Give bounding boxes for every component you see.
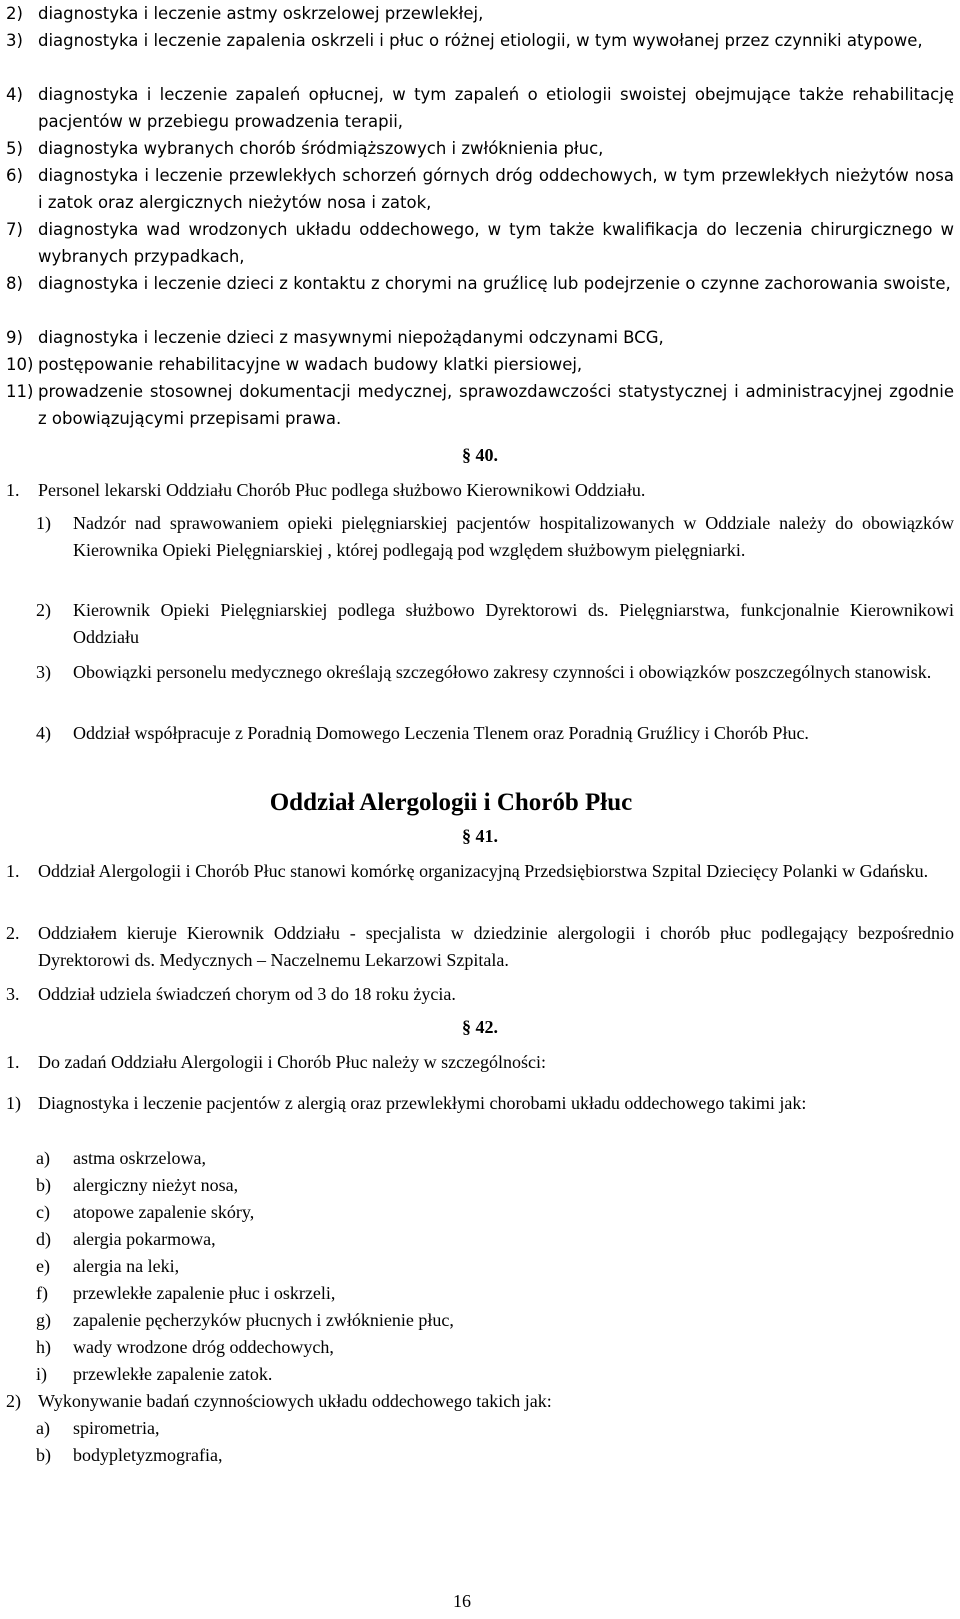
list-item-10: [6, 351, 954, 378]
task2-item-b: [36, 1442, 222, 1469]
par40-sub-3: [36, 659, 954, 686]
list-text: Obowiązki personelu medycznego określają szczegółowo zakresy czynności i obowiązków poszczególnych stanowisk.: [73, 662, 932, 682]
list-number: 1.: [6, 861, 20, 881]
list-letter: b): [36, 1445, 51, 1465]
list-number: 2): [36, 600, 51, 620]
list-letter: g): [36, 1310, 51, 1330]
list-text: prowadzenie stosownej dokumentacji medycznej, sprawozdawczości statystycznej i administracyjnej zgodnie z obowiązującymi przepisami prawa.: [38, 382, 954, 428]
list-text: Do zadań Oddziału Alergologii i Chorób Płuc należy w szczególności:: [38, 1052, 547, 1072]
list-item-2: [6, 0, 954, 27]
list-item-8: [6, 270, 954, 297]
list-text: diagnostyka i leczenie przewlekłych schorzeń górnych dróg oddechowych, w tym przewlekłych nieżytów nosa i zatok oraz alergicznych nieżytów nosa i zatok,: [38, 166, 954, 212]
list-text: alergiczny nieżyt nosa,: [73, 1175, 239, 1195]
list-text: przewlekłe zapalenie płuc i oskrzeli,: [73, 1283, 336, 1303]
par41-item-2: [6, 920, 954, 974]
list-text: Oddział Alergologii i Chorób Płuc stanowi komórkę organizacyjną Przedsiębiorstwa Szpital Dziecięcy Polanki w Gdańsku.: [38, 861, 929, 881]
list-number: 1): [6, 1093, 21, 1113]
list-number: 5): [6, 139, 23, 158]
par40-item-1: [6, 477, 954, 504]
list-item-4: [6, 81, 954, 135]
list-letter: a): [36, 1148, 50, 1168]
page-number: 16: [453, 1591, 471, 1611]
paragraph-41-label: § 41.: [462, 826, 498, 846]
par41-item-1: [6, 858, 954, 885]
list-number: 10): [6, 355, 34, 374]
task1-item-b: [36, 1172, 238, 1199]
list-text: diagnostyka i leczenie dzieci z masywnymi niepożądanymi odczynami BCG,: [38, 328, 664, 347]
list-item-7: [6, 216, 954, 270]
list-text: diagnostyka i leczenie zapaleń opłucnej, w tym zapaleń o etiologii swoistej obejmujące także rehabilitację pacjentów w przebiegu prowadzenia terapii,: [38, 85, 954, 131]
list-letter: b): [36, 1175, 51, 1195]
list-number: 4): [6, 85, 23, 104]
list-number: 1.: [6, 480, 20, 500]
list-letter: i): [36, 1364, 47, 1384]
task1-item-i: [36, 1361, 272, 1388]
list-text: diagnostyka i leczenie astmy oskrzelowej przewlekłej,: [38, 4, 484, 23]
list-number: 4): [36, 723, 51, 743]
list-text: przewlekłe zapalenie zatok.: [73, 1364, 273, 1384]
task1-item-e: [36, 1253, 179, 1280]
par40-sub-2: [36, 597, 954, 651]
list-text: diagnostyka i leczenie dzieci z kontaktu z chorymi na gruźlicę lub podejrzenie o czynne zachorowania swoiste,: [38, 274, 951, 293]
list-number: 3.: [6, 984, 20, 1004]
list-number: 3): [6, 31, 23, 50]
list-letter: h): [36, 1337, 51, 1357]
list-text: zapalenie pęcherzyków płucnych i zwłóknienie płuc,: [73, 1310, 454, 1330]
list-number: 9): [6, 328, 23, 347]
list-text: Oddział udziela świadczeń chorym od 3 do 18 roku życia.: [38, 984, 456, 1004]
list-number: 3): [36, 662, 51, 682]
list-number: 11): [6, 382, 34, 401]
list-text: atopowe zapalenie skóry,: [73, 1202, 255, 1222]
paragraph-42-label: § 42.: [462, 1017, 498, 1037]
list-item-11: [6, 378, 954, 432]
list-letter: f): [36, 1283, 48, 1303]
list-text: Oddział współpracuje z Poradnią Domowego Leczenia Tlenem oraz Poradnią Gruźlicy i Chorób Płuc.: [73, 723, 809, 743]
section-title: Oddział Alergologii i Chorób Płuc: [269, 789, 633, 816]
list-text: alergia na leki,: [73, 1256, 180, 1276]
list-text: alergia pokarmowa,: [73, 1229, 216, 1249]
list-text: diagnostyka wad wrodzonych układu oddechowego, w tym także kwalifikacja do leczenia chirurgicznego w wybranych przypadkach,: [38, 220, 954, 266]
task1-item-f: [36, 1280, 335, 1307]
list-number: 1.: [6, 1052, 20, 1072]
list-item-6: [6, 162, 954, 216]
list-number: 2): [6, 1391, 21, 1411]
task1-item-d: [36, 1226, 216, 1253]
list-item-9: [6, 324, 954, 351]
list-letter: c): [36, 1202, 50, 1222]
list-text: Kierownik Opieki Pielęgniarskiej podlega służbowo Dyrektorowi ds. Pielęgniarstwa, funkcjonalnie Kierownikowi Oddziału: [73, 600, 954, 647]
par41-item-3: [6, 981, 954, 1008]
task1-item-c: [36, 1199, 254, 1226]
par40-sub-4: [36, 720, 954, 747]
list-number: 1): [36, 513, 51, 533]
list-text: bodypletyzmografia,: [73, 1445, 223, 1465]
par42-task-2: [6, 1388, 954, 1415]
list-text: Personel lekarski Oddziału Chorób Płuc podlega służbowo Kierownikowi Oddziału.: [38, 480, 646, 500]
list-text: Oddziałem kieruje Kierownik Oddziału - specjalista w dziedzinie alergologii i chorób płuc podlegający bezpośrednio Dyrektorowi ds. Medycznych – Naczelnemu Lekarzowi Szpitala.: [38, 923, 954, 970]
list-letter: d): [36, 1229, 51, 1249]
list-text: Nadzór nad sprawowaniem opieki pielęgniarskiej pacjentów hospitalizowanych w Oddziale należy do obowiązków Kierownika Opieki Pielęgniarskiej , której podlegają pod względem służbowym pielęgniarki.: [73, 513, 954, 560]
task1-item-a: [36, 1145, 206, 1172]
list-number: 2): [6, 4, 23, 23]
list-text: diagnostyka wybranych chorób śródmiąższowych i zwłóknienia płuc,: [38, 139, 604, 158]
list-number: 8): [6, 274, 23, 293]
list-text: astma oskrzelowa,: [73, 1148, 206, 1168]
list-number: 2.: [6, 923, 20, 943]
paragraph-40-label: § 40.: [462, 445, 498, 465]
list-text: Diagnostyka i leczenie pacjentów z alergią oraz przewlekłymi chorobami układu oddechowego takimi jak:: [38, 1093, 807, 1113]
list-item-5: [6, 135, 954, 162]
task1-item-h: [36, 1334, 334, 1361]
task1-item-g: [36, 1307, 454, 1334]
list-item-3: [6, 27, 954, 54]
par42-task-1: [6, 1090, 954, 1117]
par42-item-1: [6, 1049, 954, 1076]
list-text: postępowanie rehabilitacyjne w wadach budowy klatki piersiowej,: [38, 355, 583, 374]
list-text: spirometria,: [73, 1418, 160, 1438]
list-letter: a): [36, 1418, 50, 1438]
par40-sub-1: [36, 510, 954, 564]
list-letter: e): [36, 1256, 50, 1276]
list-number: 6): [6, 166, 23, 185]
task2-item-a: [36, 1415, 159, 1442]
list-text: diagnostyka i leczenie zapalenia oskrzeli i płuc o różnej etiologii, w tym wywołanej przez czynniki atypowe,: [38, 31, 923, 50]
list-number: 7): [6, 220, 23, 239]
list-text: Wykonywanie badań czynnościowych układu oddechowego takich jak:: [38, 1391, 552, 1411]
list-text: wady wrodzone dróg oddechowych,: [73, 1337, 334, 1357]
